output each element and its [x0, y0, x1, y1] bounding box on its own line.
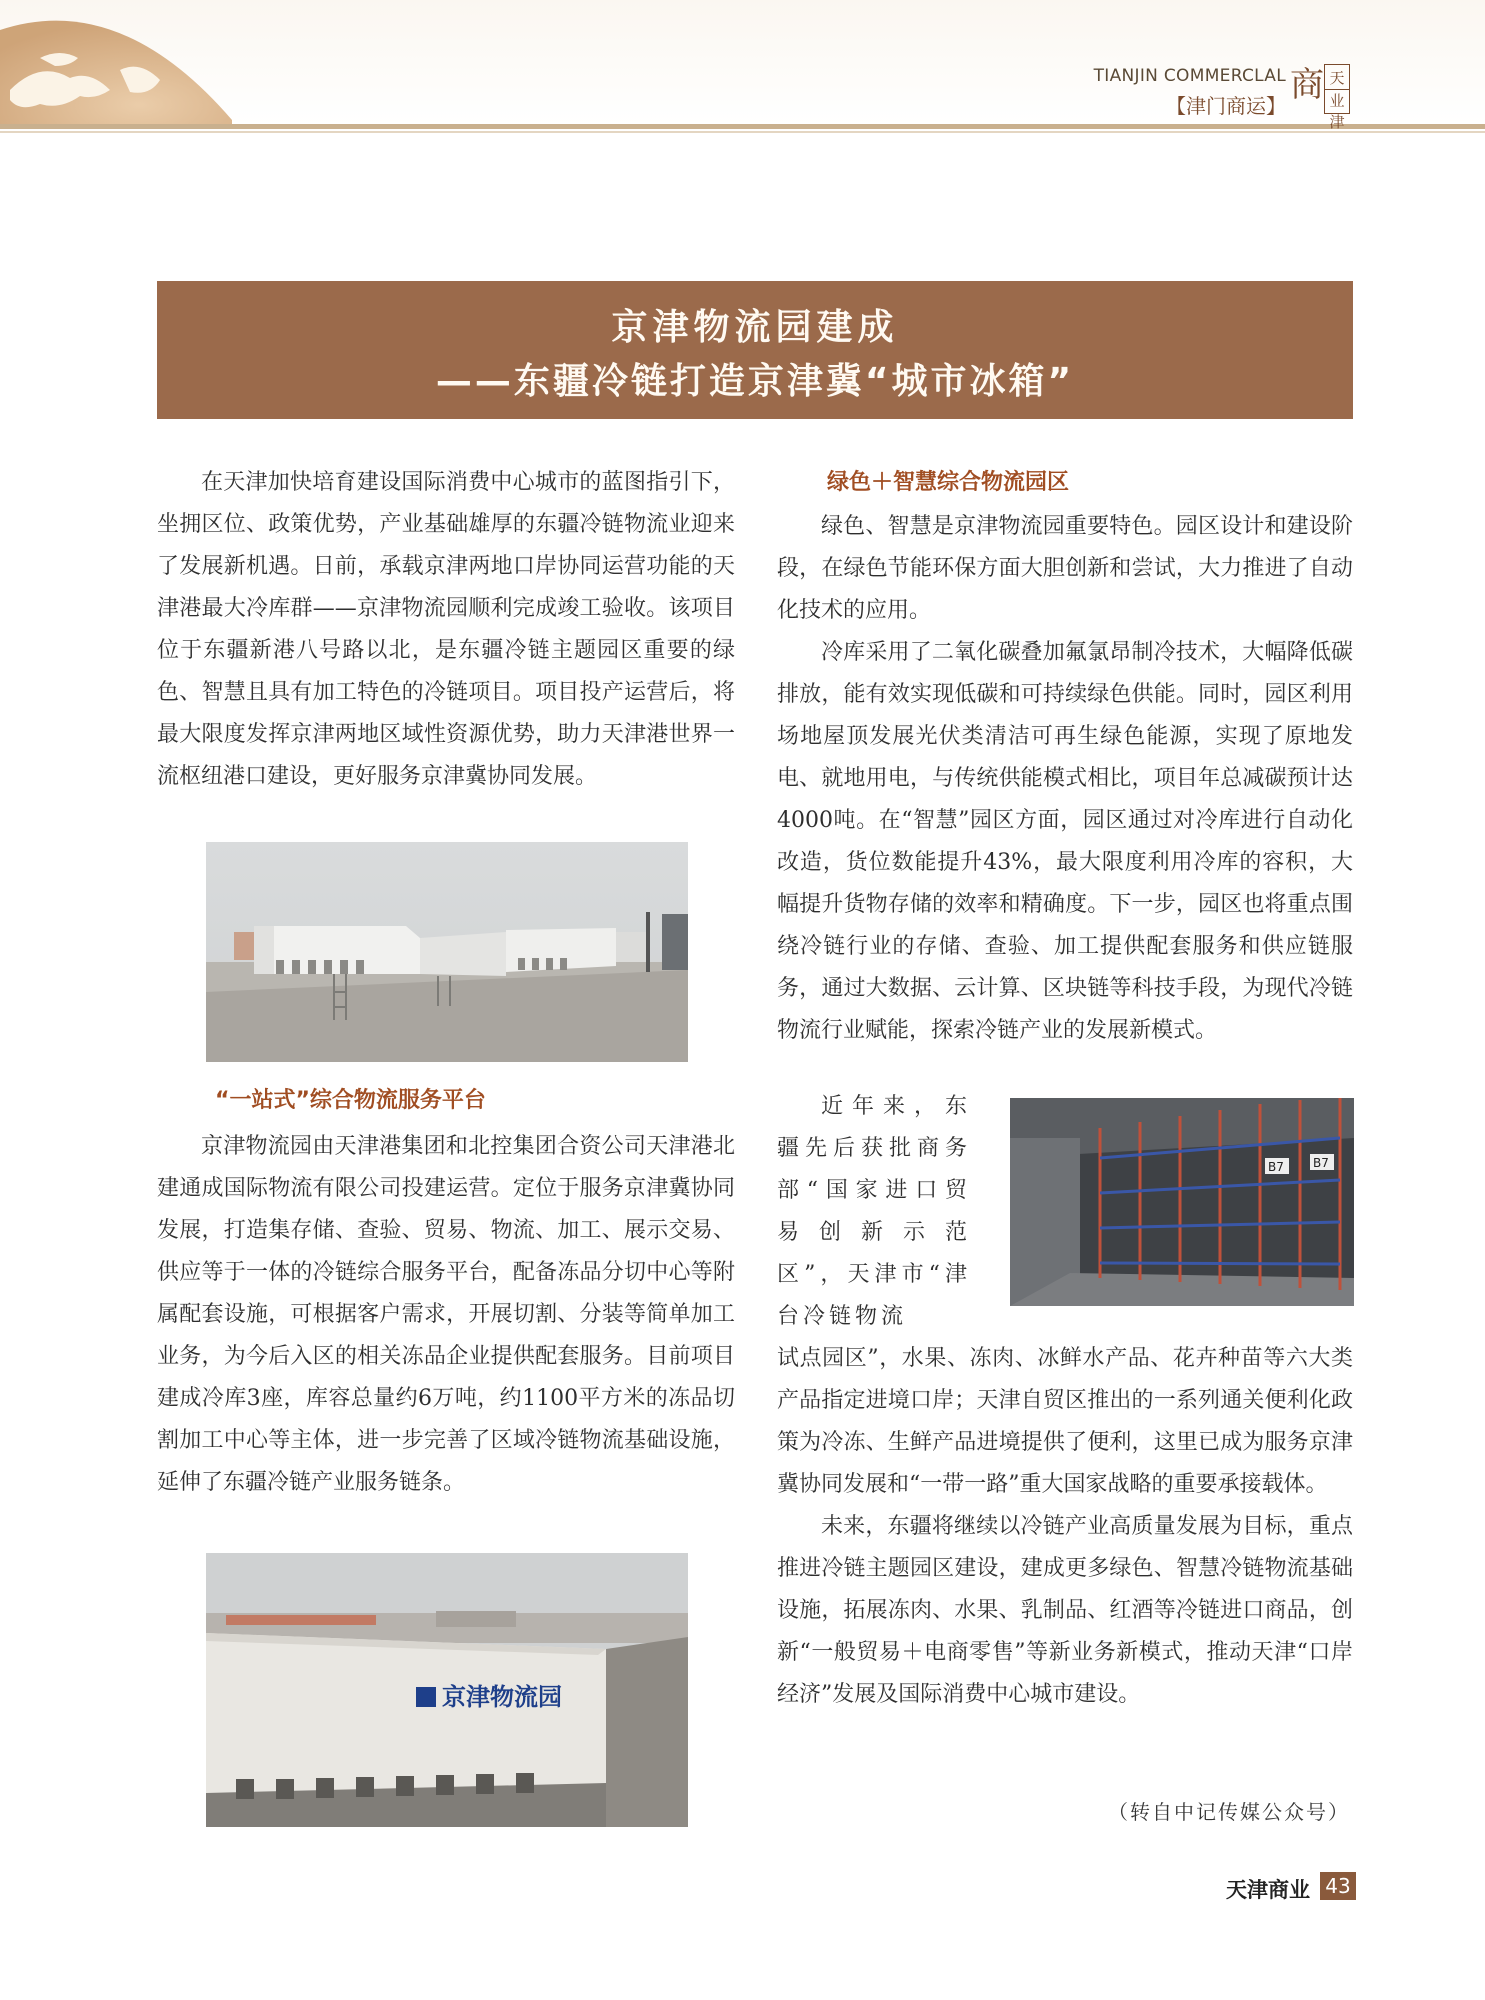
article-source: （转自中记传媒公众号） — [1108, 1800, 1350, 1824]
header-rule — [0, 124, 1485, 129]
future-paragraph: 未来，东疆将继续以冷链产业高质量发展为目标，重点推进冷链主题园区建设，建成更多绿色、智慧冷链物流基础设施，拓展冻肉、水果、乳制品、红酒等冷链进口商品，创新“一般贸易＋电商零售”等新业务新模式，推动天津“口岸经济”发展及国际消费中心城市建设。 — [777, 1514, 1353, 1707]
header-rule-thin — [0, 131, 1485, 133]
green-smart-paragraph: 绿色、智慧是京津物流园重要特色。园区设计和建设阶段，在绿色节能环保方面大胆创新和尝试，大力推进了自动化技术的应用。 — [777, 514, 1353, 623]
intro-paragraph-block — [157, 462, 735, 798]
left-section — [157, 1080, 735, 1504]
logo-bottom-chars: 业津 — [1325, 89, 1349, 132]
header-english-title: TIANJIN COMMERCLAL — [1093, 66, 1286, 86]
ports-paragraph: 试点园区”，水果、冻肉、冰鲜水产品、花卉种苗等六大类产品指定进境口岸；天津自贸区推出的一系列通关便利化政策为冷冻、生鲜产品进境提供了便利，这里已成为服务京津冀协同发展和“一带一路”重大国家战略的重要承接载体。 — [777, 1346, 1353, 1497]
article-title: 京津物流园建成 — [611, 307, 899, 348]
right-column-bottom — [777, 1338, 1353, 1716]
globe-decoration-icon — [0, 0, 240, 126]
header-column-name: 【津门商运】 — [1166, 94, 1286, 118]
page-number: 43 — [1320, 1872, 1356, 1900]
section-heading-green-smart: 绿色＋智慧综合物流园区 — [827, 470, 1070, 495]
magazine-logo — [1288, 60, 1352, 131]
right-column-top — [777, 462, 1353, 1052]
logo-box — [1324, 64, 1350, 131]
rack-label: B7 — [1313, 1156, 1329, 1170]
building-sign-text: 京津物流园 — [442, 1683, 562, 1711]
carbon-paragraph: 冷库采用了二氧化碳叠加氟氯昂制冷技术，大幅降低碳排放，能有效实现低碳和可持续绿色供能。同时，园区利用场地屋顶发展光伏类清洁可再生绿色能源，实现了原地发电、就地用电，与传统供能模式相比，项目年总减碳预计达4000吨。在“智慧”园区方面，园区通过对冷库进行自动化改造，货位数能提升43%，最大限度利用冷库的容积，大幅提升货物存储的效率和精确度。下一步，园区也将重点围绕冷链行业的存储、查验、加工提供配套服务和供应链服务，通过大数据、云计算、区块链等科技手段，为现代冷链物流行业赋能，探索冷链产业的发展新模式。 — [777, 640, 1353, 1043]
cold-storage-racks-photo — [1010, 1098, 1354, 1306]
wrap-paragraph: 近年来，东疆先后获批商务部“国家进口贸易创新示范区”，天津市“津台冷链物流 — [777, 1094, 971, 1329]
article-title-banner — [157, 281, 1353, 419]
rack-label: B7 — [1268, 1160, 1284, 1174]
intro-paragraph: 在天津加快培育建设国际消费中心城市的蓝图指引下，坐拥区位、政策优势，产业基础雄厚的东疆冷链物流业迎来了发展新机遇。日前，承载京津两地口岸协同运营功能的天津港最大冷库群——京津物流园顺利完成竣工验收。该项目位于东疆新港八号路以北，是东疆冷链主题园区重要的绿色、智慧且具有加工特色的冷链项目。项目投产运营后，将最大限度发挥京津两地区域性资源优势，助力天津港世界一流枢纽港口建设，更好服务京津冀协同发展。 — [157, 470, 735, 789]
warehouse-building-photo — [206, 1553, 688, 1827]
wrap-text-block — [777, 1086, 971, 1338]
one-stop-paragraph: 京津物流园由天津港集团和北控集团合资公司天津港北建通成国际物流有限公司投建运营。定位于服务京津冀协同发展，打造集存储、查验、贸易、物流、加工、展示交易、供应等于一体的冷链综合服务平台，配备冻品分切中心等附属配套设施，可根据客户需求，开展切割、分装等简单加工业务，为今后入区的相关冻品企业提供配套服务。目前项目建成冷库3座，库容总量约6万吨，约1100平方米的冻品切割加工中心等主体，进一步完善了区域冷链物流基础设施，延伸了东疆冷链产业服务链条。 — [157, 1134, 735, 1495]
footer-magazine-name: 天津商业 — [1226, 1878, 1310, 1902]
logo-character: 商 — [1290, 65, 1324, 105]
warehouse-aerial-photo — [206, 842, 688, 1062]
section-heading-one-stop: “一站式”综合物流服务平台 — [215, 1088, 486, 1113]
logo-top-char: 天 — [1329, 69, 1345, 87]
article-subtitle: ——东疆冷链打造京津冀“城市冰箱” — [435, 361, 1075, 402]
